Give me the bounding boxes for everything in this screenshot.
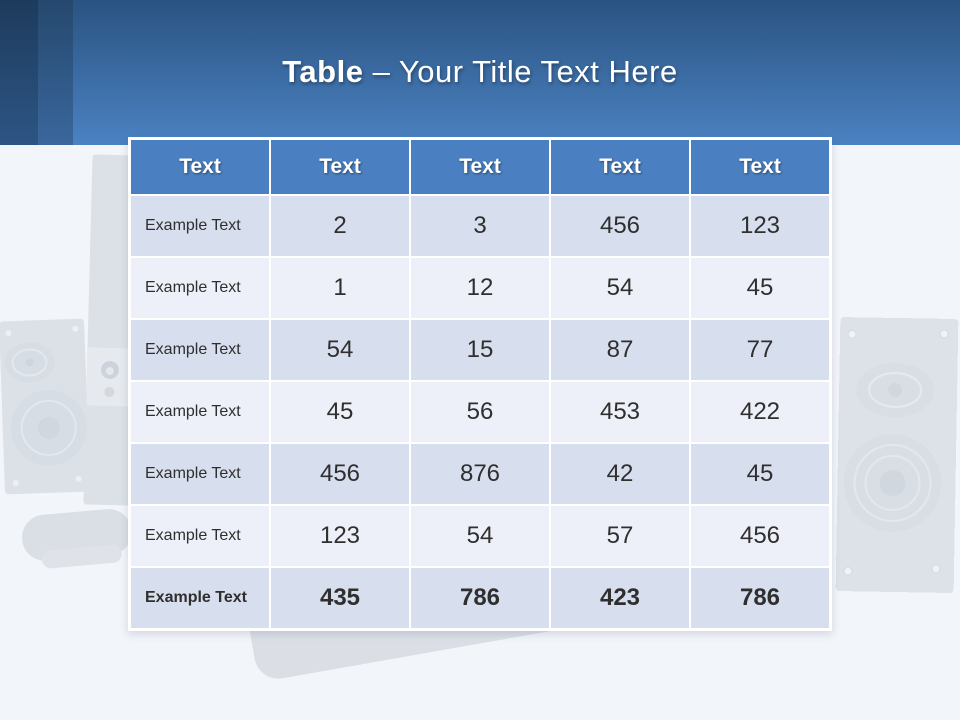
table-cell: 2 xyxy=(271,196,409,256)
table-cell: 15 xyxy=(411,320,549,380)
table-row xyxy=(131,382,829,442)
table-cell: 456 xyxy=(551,196,689,256)
table-cell: 123 xyxy=(271,506,409,566)
slide-title-subtitle: – Your Title Text Here xyxy=(363,54,678,89)
table-cell: 54 xyxy=(411,506,549,566)
table-cell: 12 xyxy=(411,258,549,318)
table-cell: 45 xyxy=(691,258,829,318)
table-row xyxy=(131,320,829,380)
table-cell: 456 xyxy=(271,444,409,504)
table-cell: 87 xyxy=(551,320,689,380)
row-label: Example Text xyxy=(131,506,269,566)
table-cell: 786 xyxy=(411,568,549,628)
table-cell: 1 xyxy=(271,258,409,318)
row-label: Example Text xyxy=(131,444,269,504)
slide-title-keyword: Table xyxy=(282,54,364,89)
row-label: Example Text xyxy=(131,568,269,628)
table-row xyxy=(131,258,829,318)
table-cell: 423 xyxy=(551,568,689,628)
table-cell: 45 xyxy=(271,382,409,442)
row-label: Example Text xyxy=(131,258,269,318)
table-cell: 456 xyxy=(691,506,829,566)
column-header: Text xyxy=(271,140,409,194)
table-cell: 54 xyxy=(271,320,409,380)
table-cell: 123 xyxy=(691,196,829,256)
table-header-row xyxy=(131,140,829,194)
table-cell: 57 xyxy=(551,506,689,566)
right-speaker-watermark xyxy=(836,317,959,593)
slide-title xyxy=(0,54,960,90)
table-cell: 453 xyxy=(551,382,689,442)
column-header: Text xyxy=(551,140,689,194)
table-cell: 786 xyxy=(691,568,829,628)
table-cell: 422 xyxy=(691,382,829,442)
row-label: Example Text xyxy=(131,196,269,256)
table-cell: 435 xyxy=(271,568,409,628)
data-table xyxy=(129,138,831,630)
data-table-container xyxy=(128,137,832,631)
column-header: Text xyxy=(411,140,549,194)
row-label: Example Text xyxy=(131,320,269,380)
table-cell: 3 xyxy=(411,196,549,256)
table-total-row xyxy=(131,568,829,628)
table-cell: 77 xyxy=(691,320,829,380)
table-cell: 876 xyxy=(411,444,549,504)
row-label: Example Text xyxy=(131,382,269,442)
table-cell: 54 xyxy=(551,258,689,318)
column-header: Text xyxy=(131,140,269,194)
speaker-stand-base-watermark xyxy=(20,507,134,570)
table-row xyxy=(131,444,829,504)
table-cell: 45 xyxy=(691,444,829,504)
column-header: Text xyxy=(691,140,829,194)
table-row xyxy=(131,196,829,256)
table-row xyxy=(131,506,829,566)
left-speaker-watermark xyxy=(0,319,90,495)
table-cell: 56 xyxy=(411,382,549,442)
table-cell: 42 xyxy=(551,444,689,504)
